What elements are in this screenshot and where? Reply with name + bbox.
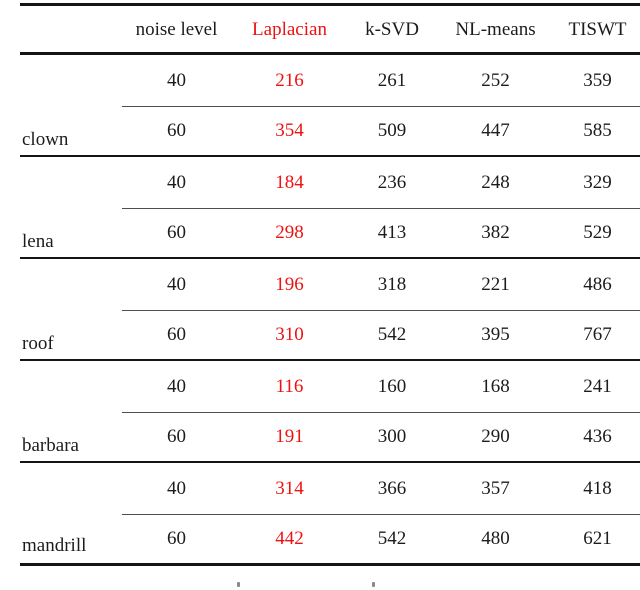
value-cell-laplacian: 310 — [275, 324, 304, 345]
col-header-ksvd: k-SVD — [365, 18, 419, 40]
value-cell-tiswt: 329 — [555, 157, 640, 209]
table-bottom-rule — [20, 563, 640, 566]
noise-cell: 40 — [122, 55, 231, 107]
value-cell-nlmeans: 447 — [481, 120, 510, 141]
value-cell-nlmeans: 357 — [436, 463, 555, 515]
group-clown — [0, 55, 640, 157]
row-group-label-clown: clown — [22, 129, 69, 150]
value-cell-tiswt: 621 — [583, 528, 612, 549]
value-cell-nlmeans: 480 — [481, 528, 510, 549]
table-row — [0, 208, 640, 257]
value-cell-nlmeans: 248 — [436, 157, 555, 209]
value-cell-tiswt: 418 — [555, 463, 640, 515]
value-cell-tiswt: 529 — [583, 222, 612, 243]
value-cell-tiswt: 767 — [583, 324, 612, 345]
value-cell-laplacian: 298 — [275, 222, 304, 243]
col-header-laplacian: Laplacian — [252, 18, 327, 40]
group-roof — [0, 259, 640, 361]
row-group-label-roof: roof — [22, 333, 54, 354]
table-row — [0, 55, 640, 106]
noise-cell: 60 — [167, 528, 186, 549]
value-cell-laplacian: 442 — [275, 528, 304, 549]
value-cell-ksvd: 236 — [348, 157, 436, 209]
value-cell-ksvd: 413 — [377, 222, 407, 243]
noise-cell: 60 — [167, 120, 186, 141]
value-cell-ksvd: 509 — [377, 120, 407, 141]
value-cell-tiswt: 585 — [583, 120, 612, 141]
row-group-label-lena: lena — [22, 231, 54, 252]
value-cell-ksvd: 318 — [348, 259, 436, 311]
table-row — [0, 259, 640, 310]
value-cell-laplacian: 314 — [231, 463, 348, 515]
value-cell-ksvd: 542 — [377, 528, 407, 549]
value-cell-nlmeans: 290 — [481, 426, 510, 447]
table-row — [0, 106, 640, 155]
value-cell-tiswt: 359 — [555, 55, 640, 107]
row-group-label-barbara: barbara — [22, 435, 79, 456]
table-header-row — [0, 6, 640, 52]
value-cell-tiswt: 241 — [555, 361, 640, 413]
value-cell-ksvd: 160 — [348, 361, 436, 413]
value-cell-ksvd: 366 — [348, 463, 436, 515]
table-row — [0, 310, 640, 359]
value-cell-laplacian: 354 — [275, 120, 304, 141]
value-cell-nlmeans: 252 — [436, 55, 555, 107]
row-group-label-mandrill: mandrill — [22, 535, 87, 556]
noise-cell: 60 — [167, 426, 186, 447]
cropped-caption-fragment — [372, 582, 375, 587]
value-cell-nlmeans: 395 — [481, 324, 510, 345]
value-cell-laplacian: 191 — [275, 426, 304, 447]
value-cell-nlmeans: 382 — [481, 222, 510, 243]
table-row — [0, 463, 640, 514]
noise-cell: 40 — [122, 157, 231, 209]
table-row — [0, 361, 640, 412]
noise-cell: 40 — [122, 361, 231, 413]
value-cell-laplacian: 184 — [231, 157, 348, 209]
value-cell-tiswt: 486 — [555, 259, 640, 311]
table-row — [0, 412, 640, 461]
group-lena — [0, 157, 640, 259]
value-cell-ksvd: 542 — [377, 324, 407, 345]
col-header-noise-level: noise level — [135, 18, 218, 40]
noise-cell: 60 — [167, 324, 186, 345]
col-header-tiswt: TISWT — [568, 18, 627, 40]
table-row — [0, 157, 640, 208]
noise-cell: 60 — [167, 222, 186, 243]
group-barbara — [0, 361, 640, 463]
value-cell-laplacian: 116 — [231, 361, 348, 413]
group-mandrill — [0, 463, 640, 563]
cropped-caption-fragment — [237, 582, 240, 587]
noise-cell: 40 — [122, 463, 231, 515]
value-cell-tiswt: 436 — [583, 426, 612, 447]
value-cell-nlmeans: 221 — [436, 259, 555, 311]
noise-cell: 40 — [122, 259, 231, 311]
value-cell-laplacian: 196 — [231, 259, 348, 311]
col-header-nlmeans: NL-means — [455, 18, 536, 40]
value-cell-laplacian: 216 — [231, 55, 348, 107]
table-row — [0, 514, 640, 563]
value-cell-ksvd: 300 — [377, 426, 407, 447]
value-cell-nlmeans: 168 — [436, 361, 555, 413]
value-cell-ksvd: 261 — [348, 55, 436, 107]
